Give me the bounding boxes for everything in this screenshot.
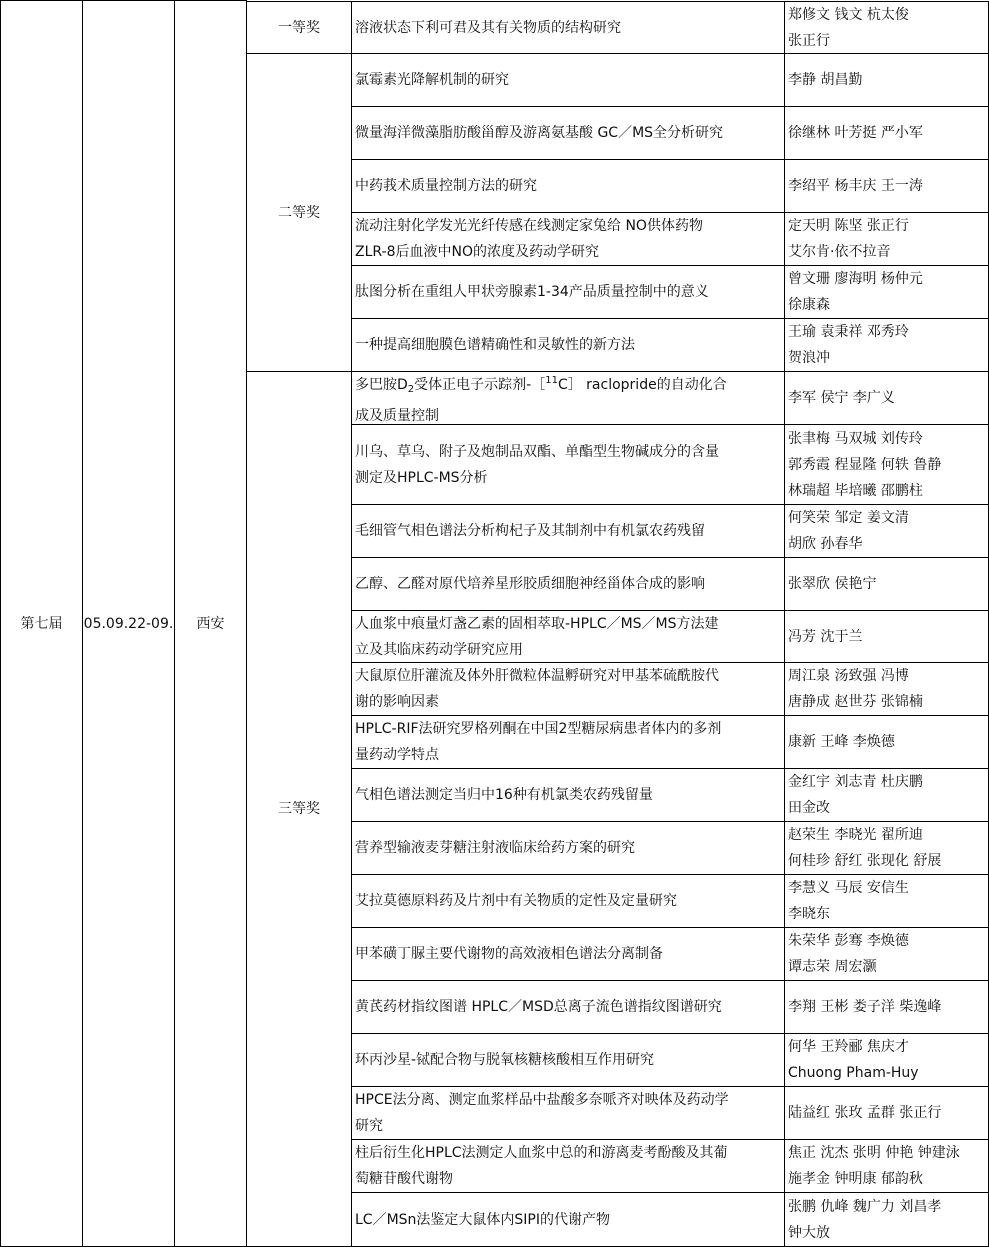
award-label: 一等奖 (278, 19, 320, 36)
authors-cell (784, 159, 989, 213)
authors-cell (784, 715, 989, 769)
title-fragment: 多巴胺D (355, 376, 408, 393)
paper-title-cell (351, 715, 785, 769)
paper-title-cell (351, 927, 785, 981)
award-label: 三等奖 (278, 801, 320, 817)
authors-cell (784, 1086, 989, 1140)
authors-text: 李军 侯宁 李广义 (788, 390, 895, 406)
authors-text: 定天明 陈坚 张正行 艾尔肯·依不拉音 (788, 218, 909, 260)
paper-title: 乙醇、乙醛对原代培养星形胶质细胞神经甾体合成的影响 (355, 576, 705, 592)
authors-text: 金红宇 刘志青 杜庆鹏 田金改 (788, 774, 923, 816)
authors-text: 李静 胡昌勤 (788, 72, 863, 88)
paper-title-cell (351, 1, 785, 54)
authors-cell (784, 768, 989, 822)
paper-title: 气相色谱法测定当归中16种有机氯类农药残留量 (355, 787, 653, 803)
authors-cell (784, 424, 989, 505)
paper-title: 人血浆中痕量灯盏乙素的固相萃取-HPLC／MS／MS方法建 立及其临床药动学研究应用 (355, 615, 719, 658)
title-fragment: C］ raclopride的自动化合 成及质量控制 (355, 376, 727, 424)
paper-title-cell (351, 1139, 785, 1193)
award-cell (246, 371, 352, 1247)
paper-title-cell (351, 662, 785, 716)
paper-title: 氯霉素光降解机制的研究 (355, 72, 509, 88)
paper-title: 溶液状态下利可君及其有关物质的结构研究 (355, 19, 621, 36)
paper-title-cell (351, 53, 785, 107)
authors-cell (784, 106, 989, 160)
authors-text: 周江泉 汤致强 冯博 唐静成 赵世芬 张锦楠 (788, 668, 923, 710)
authors-cell (784, 1139, 989, 1193)
authors-text: 徐继林 叶芳挺 严小军 (788, 125, 923, 141)
authors-text: 曾文珊 廖海明 杨仲元 徐康森 (788, 271, 923, 313)
authors-cell (784, 53, 989, 107)
paper-title: 肽图分析在重组人甲状旁腺素1-34产品质量控制中的意义 (355, 284, 709, 300)
authors-cell (784, 821, 989, 875)
date-label: 05.09.22-09. (83, 615, 174, 632)
paper-title: 中药莪术质量控制方法的研究 (355, 178, 537, 194)
paper-title-cell (351, 874, 785, 928)
paper-title: 甲苯磺丁脲主要代谢物的高效液相色谱法分离制备 (355, 946, 663, 962)
paper-title-cell (351, 610, 785, 663)
paper-title: 流动注射化学发光光纤传感在线测定家兔给 NO供体药物 ZLR-8后血液中NO的浓度及药动学研究 (355, 218, 703, 260)
paper-title: LC／MSn法鉴定大鼠体内SIPI的代谢产物 (355, 1211, 611, 1228)
paper-title-cell (351, 265, 785, 319)
paper-title-cell (351, 504, 785, 558)
paper-title: 毛细管气相色谱法分析枸杞子及其制剂中有机氯农药残留 (355, 523, 705, 539)
authors-text: 陆益红 张玫 孟群 张正行 (788, 1105, 942, 1121)
authors-cell (784, 1033, 989, 1087)
paper-title: HPLC-RIF法研究罗格列酮在中国2型糖尿病患者体内的多剂 量药动学特点 (355, 721, 722, 763)
session-label: 第七届 (20, 615, 63, 632)
city-label: 西安 (196, 615, 225, 632)
authors-cell (784, 1192, 989, 1247)
authors-text: 张鹏 仇峰 魏广力 刘昌孝 钟大放 (788, 1198, 942, 1241)
paper-title-cell (351, 371, 785, 425)
title-fragment: 受体正电子示踪剂-［ (414, 376, 546, 393)
paper-title-cell (351, 821, 785, 875)
paper-title-cell (351, 1086, 785, 1140)
authors-text: 李绍平 杨丰庆 王一涛 (788, 178, 923, 194)
paper-title-cell (351, 980, 785, 1034)
paper-title: 川乌、草乌、附子及炮制品双酯、单酯型生物碱成分的含量 测定及HPLC-MS分析 (355, 443, 719, 486)
paper-title-cell (351, 212, 785, 266)
paper-title: 一种提高细胞膜色谱精确性和灵敏性的新方法 (355, 337, 635, 353)
authors-cell (784, 371, 989, 425)
subscript-text: 2 (407, 383, 415, 395)
paper-title-cell (351, 557, 785, 611)
authors-text: 张翠欣 侯艳宁 (788, 576, 877, 592)
paper-title-cell (351, 768, 785, 822)
paper-title: 黄芪药材指纹图谱 HPLC／MSD总离子流色谱指纹图谱研究 (355, 999, 722, 1015)
authors-cell (784, 662, 989, 716)
authors-cell (784, 557, 989, 611)
paper-title: HPCE法分离、测定血浆样品中盐酸多奈哌齐对映体及药动学 研究 (355, 1092, 729, 1134)
authors-text: 冯芳 沈于兰 (788, 628, 863, 645)
authors-text: 康新 王峰 李焕德 (788, 734, 895, 750)
authors-text: 李慧义 马辰 安信生 李晓东 (788, 880, 909, 922)
authors-text: 赵荣生 李晓光 翟所迪 何桂珍 舒红 张现化 舒展 (788, 827, 942, 869)
paper-title-cell (351, 159, 785, 213)
city-cell (174, 0, 247, 1247)
authors-text: 何华 王羚郦 焦庆才 Chuong Pham-Huy (788, 1039, 919, 1081)
paper-title-cell (351, 318, 785, 372)
authors-text: 李翔 王彬 娄子洋 柴逸峰 (788, 999, 942, 1015)
paper-title: 环丙沙星-铽配合物与脱氧核糖核酸相互作用研究 (355, 1052, 655, 1068)
paper-title: 大鼠原位肝灌流及体外肝微粒体温孵研究对甲基苯硫酰胺代 谢的影响因素 (355, 668, 719, 710)
authors-cell (784, 504, 989, 558)
authors-text: 王瑜 袁秉祥 邓秀玲 贺浪冲 (788, 324, 909, 366)
paper-title: 微量海洋微藻脂肪酸甾醇及游离氨基酸 GC／MS全分析研究 (355, 125, 724, 141)
award-cell (246, 1, 352, 54)
paper-title (355, 371, 727, 425)
authors-cell (784, 874, 989, 928)
award-label: 二等奖 (278, 204, 320, 221)
authors-text: 朱荣华 彭骞 李焕德 谭志荣 周宏灏 (788, 933, 909, 975)
authors-text: 焦正 沈杰 张明 仲艳 钟建泳 施孝金 钟明康 郁韵秋 (788, 1145, 960, 1187)
paper-title-cell (351, 1033, 785, 1087)
authors-cell (784, 265, 989, 319)
superscript-text: 11 (545, 374, 558, 386)
paper-title: 柱后衍生化HPLC法测定人血浆中总的和游离麦考酚酸及其葡 萄糖苷酸代谢物 (355, 1145, 728, 1187)
award-cell (246, 53, 352, 372)
session-cell (0, 0, 83, 1247)
authors-text: 张聿梅 马双城 刘传玲 郭秀霞 程显隆 何轶 鲁静 林瑞超 毕培曦 邵鹏柱 (788, 430, 942, 499)
authors-cell (784, 610, 989, 663)
authors-cell (784, 212, 989, 266)
authors-cell (784, 980, 989, 1034)
authors-text: 何笑荣 邹定 姜文清 胡欣 孙春华 (788, 510, 909, 552)
authors-cell (784, 318, 989, 372)
authors-cell (784, 927, 989, 981)
paper-title-cell (351, 106, 785, 160)
paper-title-cell (351, 1192, 785, 1247)
authors-cell (784, 1, 989, 54)
paper-title: 营养型输液麦芽糖注射液临床给药方案的研究 (355, 840, 635, 856)
authors-text: 郑修文 钱文 杭太俊 张正行 (788, 6, 909, 49)
date-cell (82, 0, 175, 1247)
paper-title: 艾拉莫德原料药及片剂中有关物质的定性及定量研究 (355, 893, 677, 909)
paper-title-cell (351, 424, 785, 505)
